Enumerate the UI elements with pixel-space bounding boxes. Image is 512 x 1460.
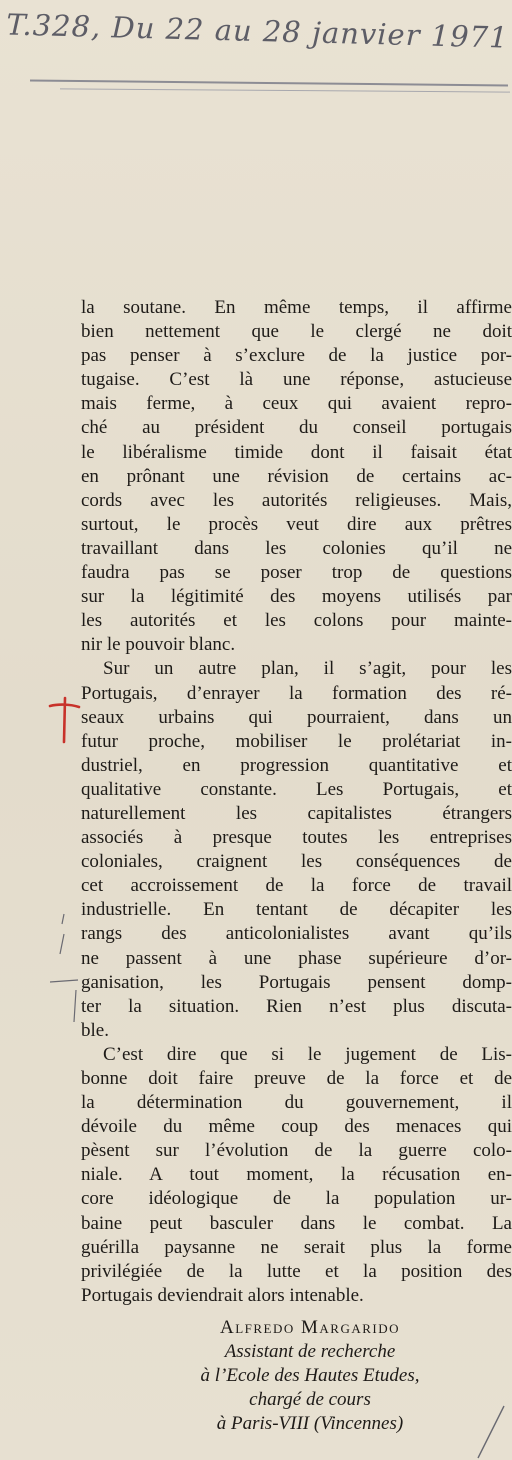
pencil-slash-mark-icon — [470, 1404, 510, 1460]
author-name: Alfredo Margarido — [219, 1317, 401, 1338]
article-line: futur proche, mobiliser le prolétariat in- — [81, 730, 512, 752]
author-title-line: Assistant de recherche — [224, 1341, 396, 1362]
author-signature-block — [160, 1316, 460, 1436]
article-line: cet accroissement de la force de travail — [81, 875, 512, 897]
article-line: Portugais deviendrait alors intenable. — [81, 1284, 364, 1306]
article-line: guérilla paysanne ne serait plus la forme — [81, 1236, 512, 1258]
article-line: surtout, le procès veut dire aux prêtres — [81, 513, 512, 535]
article-line: le libéralisme timide dont il faisait état — [81, 441, 512, 463]
article-line: seaux urbains qui pourraient, dans un — [81, 706, 512, 728]
pencil-margin-mark-icon — [50, 910, 80, 1060]
article-line: C’est dire que si le jugement de Lis- — [103, 1043, 512, 1065]
article-line: Portugais, d’enrayer la formation des ré- — [81, 682, 512, 704]
article-line: nir le pouvoir blanc. — [81, 634, 236, 656]
article-line: ble. — [81, 1019, 109, 1041]
article-line: la détermination du gouvernement, il — [81, 1092, 512, 1114]
pencil-underline — [30, 79, 508, 86]
pencil-underline-secondary — [60, 88, 510, 92]
article-line: ter la situation. Rien n’est plus discuta- — [81, 995, 512, 1017]
article-line: tugaise. C’est là une réponse, astucieuse — [81, 369, 512, 391]
article-line: bien nettement que le clergé ne doit — [81, 321, 512, 343]
article-line: coloniales, craignent les conséquences de — [81, 851, 512, 873]
article-line: qualitative constante. Les Portugais, et — [81, 778, 512, 800]
article-line: faudra pas se poser trop de questions — [81, 562, 512, 584]
article-line: cords avec les autorités religieuses. Mais, — [81, 489, 512, 511]
article-line: travaillant dans les colonies qu’il ne — [81, 537, 512, 559]
article-line: bonne doit faire preuve de la force et de — [81, 1068, 512, 1089]
article-line: ne passent à une phase supérieure d’or- — [81, 947, 512, 969]
handwritten-reference-note: T.328, Du 22 au 28 janvier 1971 — [5, 7, 510, 55]
article-line: baine peut basculer dans le combat. La — [81, 1212, 512, 1234]
article-line: sur la légitimité des moyens utilisés par — [81, 586, 512, 608]
article-line: en prônant une révision de certains ac- — [81, 465, 512, 487]
article-line: Sur un autre plan, il s’agit, pour les — [103, 658, 512, 680]
article-line: niale. A tout moment, la récusation en- — [81, 1164, 512, 1186]
article-line: industrielle. En tentant de décapiter les — [81, 899, 512, 921]
article-line: pèsent sur l’évolution de la guerre colo- — [81, 1140, 512, 1162]
article-line: mais ferme, à ceux qui avaient repro- — [81, 393, 512, 415]
article-line: la soutane. En même temps, il affirme — [81, 297, 512, 318]
article-line: les autorités et les colons pour mainte- — [81, 610, 512, 632]
article-line: associés à presque toutes les entreprises — [81, 827, 512, 849]
author-title-line: à l’Ecole des Hautes Etudes, — [200, 1365, 420, 1386]
article-body — [81, 296, 512, 1308]
article-line: pas penser à s’exclure de la justice por- — [81, 345, 512, 367]
article-line: rangs des anticolonialistes avant qu’ils — [81, 923, 512, 945]
article-line: core idéologique de la population ur- — [81, 1188, 512, 1210]
article-line: dustriel, en progression quantitative et — [81, 754, 512, 776]
author-title-line: chargé de cours — [249, 1389, 371, 1410]
article-line: ganisation, les Portugais pensent domp- — [81, 971, 512, 993]
author-title-line: à Paris-VIII (Vincennes) — [216, 1413, 404, 1434]
article-line: privilégiée de la lutte et la position des — [81, 1260, 512, 1282]
red-cross-mark-icon — [46, 694, 82, 746]
article-line: dévoile du même coup des menaces qui — [81, 1116, 512, 1138]
article-line: naturellement les capitalistes étrangers — [81, 802, 512, 824]
article-line: ché au président du conseil portugais — [81, 417, 512, 439]
